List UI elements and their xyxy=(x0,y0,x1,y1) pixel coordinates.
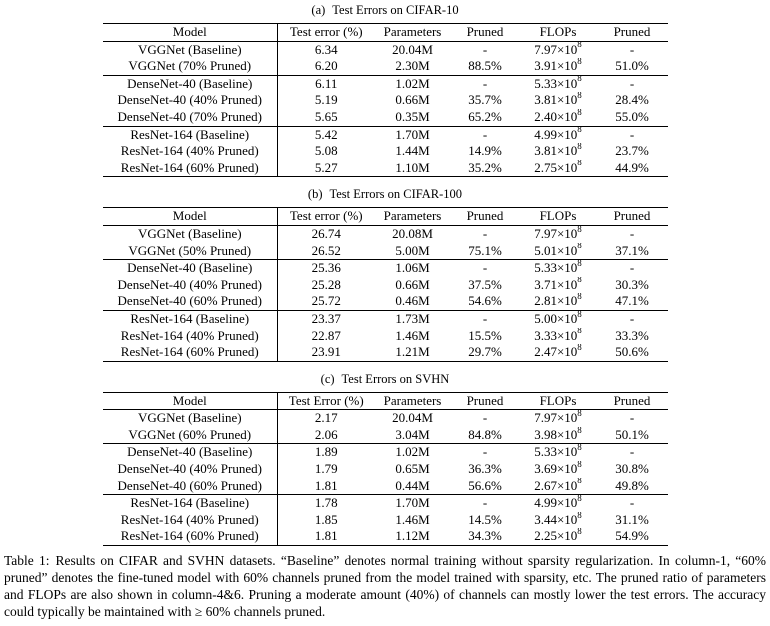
flops-base: ×10 xyxy=(556,260,578,276)
flops-cell xyxy=(520,410,597,427)
pruned-params-cell: 65.2% xyxy=(468,108,502,124)
flops-base: ×10 xyxy=(556,159,578,175)
parameters-cell: 1.46M xyxy=(395,511,430,527)
column-header-model: Model xyxy=(103,392,278,410)
model-cell: DenseNet-40 (Baseline) xyxy=(103,444,278,461)
column-header-pruned-flops: Pruned xyxy=(613,208,651,224)
parameters-cell: 0.35M xyxy=(395,108,430,124)
model-cell: DenseNet-40 (40% Pruned) xyxy=(103,277,278,294)
parameters-cell: 20.04M xyxy=(392,41,433,57)
test-error-cell: 23.37 xyxy=(311,310,341,326)
pruned-flops-cell: - xyxy=(629,260,635,276)
subtable-label: (b) xyxy=(307,187,323,202)
subtable-cifar10 xyxy=(0,3,770,177)
flops-cell xyxy=(520,160,597,177)
results-table-cifar100 xyxy=(103,207,668,361)
flops-exponent: 8 xyxy=(577,92,582,101)
flops-base: ×10 xyxy=(556,477,578,493)
pruned-flops-cell: - xyxy=(629,75,635,91)
flops-value: 3.69 xyxy=(534,461,557,477)
model-cell: ResNet-164 (60% Pruned) xyxy=(103,160,278,177)
pruned-flops-cell: - xyxy=(629,444,635,460)
header-row xyxy=(103,208,668,226)
pruned-flops-cell: 37.1% xyxy=(615,242,649,258)
column-header-parameters: Parameters xyxy=(383,24,442,39)
parameters-cell: 1.44M xyxy=(395,143,430,159)
column-header-flops: FLOPs xyxy=(539,392,577,408)
pruned-params-cell: 35.7% xyxy=(468,92,502,108)
flops-exponent: 8 xyxy=(577,409,582,418)
model-cell: DenseNet-40 (70% Pruned) xyxy=(103,109,278,126)
flops-exponent: 8 xyxy=(577,58,582,66)
parameters-cell: 1.10M xyxy=(395,159,430,175)
table-row xyxy=(103,277,668,294)
flops-exponent: 8 xyxy=(577,426,582,435)
pruned-params-cell: - xyxy=(482,225,488,241)
table-row xyxy=(103,243,668,260)
flops-value: 2.40 xyxy=(534,108,557,124)
pruned-params-cell: - xyxy=(482,310,488,326)
flops-base: ×10 xyxy=(556,511,578,527)
test-error-cell: 1.85 xyxy=(314,511,338,527)
table-row xyxy=(103,410,668,427)
flops-exponent: 8 xyxy=(577,41,582,50)
flops-value: 3.98 xyxy=(534,426,557,442)
model-cell: ResNet-164 (60% Pruned) xyxy=(103,528,278,545)
parameters-cell: 1.70M xyxy=(395,126,430,142)
model-cell: ResNet-164 (Baseline) xyxy=(103,126,278,143)
flops-base: ×10 xyxy=(556,75,578,91)
flops-base: ×10 xyxy=(556,444,578,460)
pruned-params-cell: - xyxy=(482,126,488,142)
pruned-flops-cell: 50.1% xyxy=(615,426,649,442)
subtable-cifar100-title xyxy=(0,187,770,201)
flops-exponent: 8 xyxy=(577,528,582,537)
flops-cell xyxy=(520,75,597,92)
subtable-label: (a) xyxy=(311,3,326,17)
subtable-title-text: Test Errors on CIFAR-100 xyxy=(329,187,463,202)
flops-cell xyxy=(520,344,597,361)
flops-cell xyxy=(520,225,597,242)
flops-exponent: 8 xyxy=(577,293,582,301)
flops-value: 2.47 xyxy=(534,344,557,360)
parameters-cell: 0.66M xyxy=(395,92,430,108)
header-row xyxy=(103,392,668,410)
flops-value: 3.81 xyxy=(534,143,557,159)
subtable-title-text: Test Errors on CIFAR-10 xyxy=(332,3,459,17)
model-cell: DenseNet-40 (Baseline) xyxy=(103,260,278,277)
flops-cell xyxy=(520,92,597,109)
flops-base: ×10 xyxy=(556,293,578,309)
flops-base: ×10 xyxy=(556,461,578,477)
results-table-cifar10 xyxy=(103,23,668,177)
test-error-cell: 5.19 xyxy=(314,92,338,108)
pruned-flops-cell: 50.6% xyxy=(615,344,649,360)
test-error-cell: 6.11 xyxy=(315,75,338,91)
flops-cell xyxy=(520,277,597,294)
table-row xyxy=(103,260,668,277)
column-header-parameters: Parameters xyxy=(383,208,442,224)
flops-cell xyxy=(520,126,597,143)
flops-exponent: 8 xyxy=(577,108,582,117)
test-error-cell: 1.81 xyxy=(314,528,338,544)
table-row xyxy=(103,310,668,327)
flops-exponent: 8 xyxy=(577,143,582,151)
column-header-pruned-flops: Pruned xyxy=(613,24,651,39)
pruned-flops-cell: 30.3% xyxy=(615,276,649,292)
flops-base: ×10 xyxy=(556,92,578,108)
table-caption xyxy=(0,552,770,620)
flops-cell xyxy=(520,243,597,260)
pruned-flops-cell: 44.9% xyxy=(615,159,649,175)
parameters-cell: 1.02M xyxy=(395,444,430,460)
flops-cell xyxy=(520,478,597,495)
model-cell: VGGNet (Baseline) xyxy=(103,41,278,58)
parameters-cell: 1.70M xyxy=(395,495,430,511)
parameters-cell: 1.21M xyxy=(395,344,430,360)
flops-value: 3.71 xyxy=(534,276,557,292)
pruned-flops-cell: 55.0% xyxy=(615,108,649,124)
column-header-model: Model xyxy=(103,208,278,226)
pruned-flops-cell: - xyxy=(629,495,635,511)
test-error-cell: 1.89 xyxy=(314,444,338,460)
flops-exponent: 8 xyxy=(577,443,582,453)
subtable-svhn-title xyxy=(0,372,770,386)
model-cell: DenseNet-40 (60% Pruned) xyxy=(103,293,278,310)
caption-text: Results on CIFAR and SVHN datasets. “Baseline” denotes normal training without sparsity regularization. In column-1, “60% pruned” denotes the fine-tuned model with 60% channels pruned from the model trained with sparsity, etc. The pruned ratio of parameters and FLOPs are also shown in column-4&6. Pruning a moderate amount (40%) of channels can mostly lower the test errors. The accuracy could typically be maintained with ≥ 60% channels pruned. xyxy=(4,553,766,620)
flops-value: 7.97 xyxy=(534,410,557,426)
table-row xyxy=(103,344,668,361)
column-header-parameters: Parameters xyxy=(383,392,442,408)
caption-label: Table 1: xyxy=(4,553,50,569)
test-error-cell: 5.08 xyxy=(314,143,338,159)
test-error-cell: 5.42 xyxy=(314,126,338,142)
pruned-params-cell: 34.3% xyxy=(468,528,502,544)
model-cell: ResNet-164 (Baseline) xyxy=(103,495,278,512)
pruned-params-cell: 35.2% xyxy=(468,159,502,175)
column-header-test-error: Test error (%) xyxy=(289,24,363,39)
table-row xyxy=(103,293,668,310)
parameters-cell: 0.44M xyxy=(395,477,430,493)
test-error-cell: 6.34 xyxy=(314,41,338,57)
test-error-cell: 25.72 xyxy=(311,293,341,309)
flops-exponent: 8 xyxy=(577,344,582,352)
test-error-cell: 26.52 xyxy=(311,242,341,258)
test-error-cell: 23.91 xyxy=(311,344,341,360)
test-error-cell: 26.74 xyxy=(311,225,341,241)
flops-base: ×10 xyxy=(556,410,578,426)
test-error-cell: 25.36 xyxy=(311,260,341,276)
flops-cell xyxy=(520,328,597,345)
column-header-test-error: Test Error (%) xyxy=(288,392,364,408)
parameters-cell: 20.08M xyxy=(392,225,433,241)
flops-base: ×10 xyxy=(556,327,578,343)
flops-exponent: 8 xyxy=(577,310,582,319)
test-error-cell: 6.20 xyxy=(314,58,338,74)
test-error-cell: 2.17 xyxy=(314,410,338,426)
table-row xyxy=(103,225,668,242)
table-row xyxy=(103,427,668,444)
flops-value: 5.33 xyxy=(534,75,557,91)
table-row xyxy=(103,109,668,126)
pruned-params-cell: 15.5% xyxy=(468,327,502,343)
column-header-model: Model xyxy=(103,24,278,42)
flops-cell xyxy=(520,512,597,529)
table-row xyxy=(103,126,668,143)
column-header-pruned-params: Pruned xyxy=(466,392,504,408)
pruned-params-cell: 36.3% xyxy=(468,461,502,477)
flops-cell xyxy=(520,528,597,545)
model-cell: ResNet-164 (40% Pruned) xyxy=(103,143,278,160)
pruned-flops-cell: 31.1% xyxy=(615,511,649,527)
model-cell: VGGNet (50% Pruned) xyxy=(103,243,278,260)
parameters-cell: 1.06M xyxy=(395,260,430,276)
test-error-cell: 2.06 xyxy=(314,426,338,442)
flops-value: 2.25 xyxy=(534,528,557,544)
subtable-cifar100 xyxy=(0,187,770,361)
pruned-params-cell: 84.8% xyxy=(468,426,502,442)
parameters-cell: 1.02M xyxy=(395,75,430,91)
table-row xyxy=(103,75,668,92)
pruned-flops-cell: 49.8% xyxy=(615,477,649,493)
test-error-cell: 1.81 xyxy=(314,477,338,493)
pruned-flops-cell: 28.4% xyxy=(615,92,649,108)
column-header-pruned-params: Pruned xyxy=(466,208,504,224)
flops-base: ×10 xyxy=(556,276,578,292)
table-row xyxy=(103,444,668,461)
table-row xyxy=(103,512,668,529)
flops-exponent: 8 xyxy=(577,225,582,234)
flops-cell xyxy=(520,461,597,478)
flops-value: 3.81 xyxy=(534,92,557,108)
results-table-svhn xyxy=(103,392,668,546)
flops-base: ×10 xyxy=(556,242,578,258)
test-error-cell: 1.78 xyxy=(314,495,338,511)
pruned-params-cell: 88.5% xyxy=(468,58,502,74)
model-cell: ResNet-164 (40% Pruned) xyxy=(103,512,278,529)
column-header-pruned-flops: Pruned xyxy=(613,392,651,408)
column-header-pruned-params: Pruned xyxy=(466,24,504,39)
table-row xyxy=(103,143,668,160)
flops-cell xyxy=(520,260,597,277)
flops-exponent: 8 xyxy=(577,461,582,469)
parameters-cell: 0.65M xyxy=(395,461,430,477)
flops-exponent: 8 xyxy=(577,242,582,251)
flops-value: 4.99 xyxy=(534,495,557,511)
pruned-flops-cell: 33.3% xyxy=(615,327,649,343)
model-cell: ResNet-164 (Baseline) xyxy=(103,310,278,327)
pruned-params-cell: 14.5% xyxy=(468,511,502,527)
model-cell: DenseNet-40 (60% Pruned) xyxy=(103,478,278,495)
flops-base: ×10 xyxy=(556,225,578,241)
flops-value: 2.67 xyxy=(534,477,557,493)
pruned-flops-cell: 54.9% xyxy=(615,528,649,544)
parameters-cell: 2.30M xyxy=(395,58,430,74)
pruned-params-cell: - xyxy=(482,495,488,511)
pruned-flops-cell: - xyxy=(629,41,635,57)
model-cell: VGGNet (60% Pruned) xyxy=(103,427,278,444)
pruned-flops-cell: - xyxy=(629,310,635,326)
flops-base: ×10 xyxy=(556,426,578,442)
flops-value: 3.91 xyxy=(534,58,557,74)
flops-base: ×10 xyxy=(556,310,578,326)
flops-value: 5.01 xyxy=(534,242,557,258)
pruned-flops-cell: - xyxy=(629,225,635,241)
flops-exponent: 8 xyxy=(577,259,582,268)
pruned-params-cell: - xyxy=(482,260,488,276)
subtable-svhn xyxy=(0,372,770,546)
flops-base: ×10 xyxy=(556,108,578,124)
parameters-cell: 20.04M xyxy=(392,410,433,426)
subtable-cifar10-title xyxy=(0,3,770,17)
flops-exponent: 8 xyxy=(577,327,582,336)
pruned-params-cell: - xyxy=(482,75,488,91)
flops-base: ×10 xyxy=(556,126,578,142)
flops-cell xyxy=(520,495,597,512)
model-cell: VGGNet (Baseline) xyxy=(103,410,278,427)
parameters-cell: 1.46M xyxy=(395,327,430,343)
model-cell: ResNet-164 (60% Pruned) xyxy=(103,344,278,361)
pruned-params-cell: - xyxy=(482,444,488,460)
flops-value: 3.44 xyxy=(534,511,557,527)
flops-cell xyxy=(520,109,597,126)
model-cell: ResNet-164 (40% Pruned) xyxy=(103,328,278,345)
test-error-cell: 1.79 xyxy=(314,461,338,477)
pruned-params-cell: 54.6% xyxy=(468,293,502,309)
flops-value: 4.99 xyxy=(534,126,557,142)
flops-cell xyxy=(520,310,597,327)
test-error-cell: 25.28 xyxy=(311,276,341,292)
flops-base: ×10 xyxy=(556,143,578,159)
column-header-flops: FLOPs xyxy=(539,24,577,39)
flops-exponent: 8 xyxy=(577,276,582,285)
model-cell: VGGNet (Baseline) xyxy=(103,225,278,242)
table-row xyxy=(103,528,668,545)
flops-cell xyxy=(520,427,597,444)
model-cell: VGGNet (70% Pruned) xyxy=(103,58,278,75)
flops-base: ×10 xyxy=(556,528,578,544)
flops-value: 5.33 xyxy=(534,444,557,460)
test-error-cell: 5.27 xyxy=(314,159,338,175)
table-row xyxy=(103,461,668,478)
flops-exponent: 8 xyxy=(577,159,582,168)
flops-base: ×10 xyxy=(556,58,578,74)
pruned-flops-cell: 47.1% xyxy=(615,293,649,309)
table-row xyxy=(103,495,668,512)
table-row xyxy=(103,478,668,495)
pruned-flops-cell: 51.0% xyxy=(615,58,649,74)
flops-base: ×10 xyxy=(556,495,578,511)
pruned-flops-cell: - xyxy=(629,126,635,142)
flops-exponent: 8 xyxy=(577,494,582,503)
parameters-cell: 1.73M xyxy=(395,310,430,326)
column-header-flops: FLOPs xyxy=(539,208,577,224)
flops-value: 5.33 xyxy=(534,260,557,276)
table-row xyxy=(103,58,668,75)
column-header-test-error: Test error (%) xyxy=(289,208,363,224)
flops-cell xyxy=(520,143,597,160)
flops-value: 7.97 xyxy=(534,41,557,57)
model-cell: DenseNet-40 (40% Pruned) xyxy=(103,92,278,109)
pruned-params-cell: 14.9% xyxy=(468,143,502,159)
subtable-label: (c) xyxy=(320,371,335,386)
pruned-flops-cell: 23.7% xyxy=(615,143,649,159)
test-error-cell: 5.65 xyxy=(314,108,338,124)
pruned-params-cell: 37.5% xyxy=(468,276,502,292)
flops-value: 5.00 xyxy=(534,310,557,326)
subtable-title-text: Test Errors on SVHN xyxy=(341,371,450,386)
pruned-params-cell: 75.1% xyxy=(468,242,502,258)
flops-base: ×10 xyxy=(556,41,578,57)
table-row xyxy=(103,41,668,58)
flops-value: 2.75 xyxy=(534,159,557,175)
flops-exponent: 8 xyxy=(577,75,582,84)
table-row xyxy=(103,92,668,109)
model-cell: DenseNet-40 (40% Pruned) xyxy=(103,461,278,478)
flops-value: 7.97 xyxy=(534,225,557,241)
table-row xyxy=(103,160,668,177)
flops-value: 2.81 xyxy=(534,293,557,309)
parameters-cell: 0.66M xyxy=(395,276,430,292)
pruned-params-cell: 56.6% xyxy=(468,477,502,493)
flops-cell xyxy=(520,58,597,75)
pruned-params-cell: - xyxy=(482,410,488,426)
flops-exponent: 8 xyxy=(577,126,582,135)
flops-exponent: 8 xyxy=(577,511,582,520)
table-row xyxy=(103,328,668,345)
pruned-flops-cell: - xyxy=(629,410,635,426)
flops-cell xyxy=(520,293,597,310)
parameters-cell: 1.12M xyxy=(395,528,430,544)
parameters-cell: 3.04M xyxy=(395,426,430,442)
parameters-cell: 0.46M xyxy=(395,293,430,309)
flops-exponent: 8 xyxy=(577,477,582,486)
flops-cell xyxy=(520,444,597,461)
test-error-cell: 22.87 xyxy=(311,327,341,343)
pruned-flops-cell: 30.8% xyxy=(615,461,649,477)
header-row xyxy=(103,24,668,42)
flops-value: 3.33 xyxy=(534,327,557,343)
flops-base: ×10 xyxy=(556,344,578,360)
model-cell: DenseNet-40 (Baseline) xyxy=(103,75,278,92)
pruned-params-cell: - xyxy=(482,41,488,57)
pruned-params-cell: 29.7% xyxy=(468,344,502,360)
parameters-cell: 5.00M xyxy=(395,242,430,258)
flops-cell xyxy=(520,41,597,58)
